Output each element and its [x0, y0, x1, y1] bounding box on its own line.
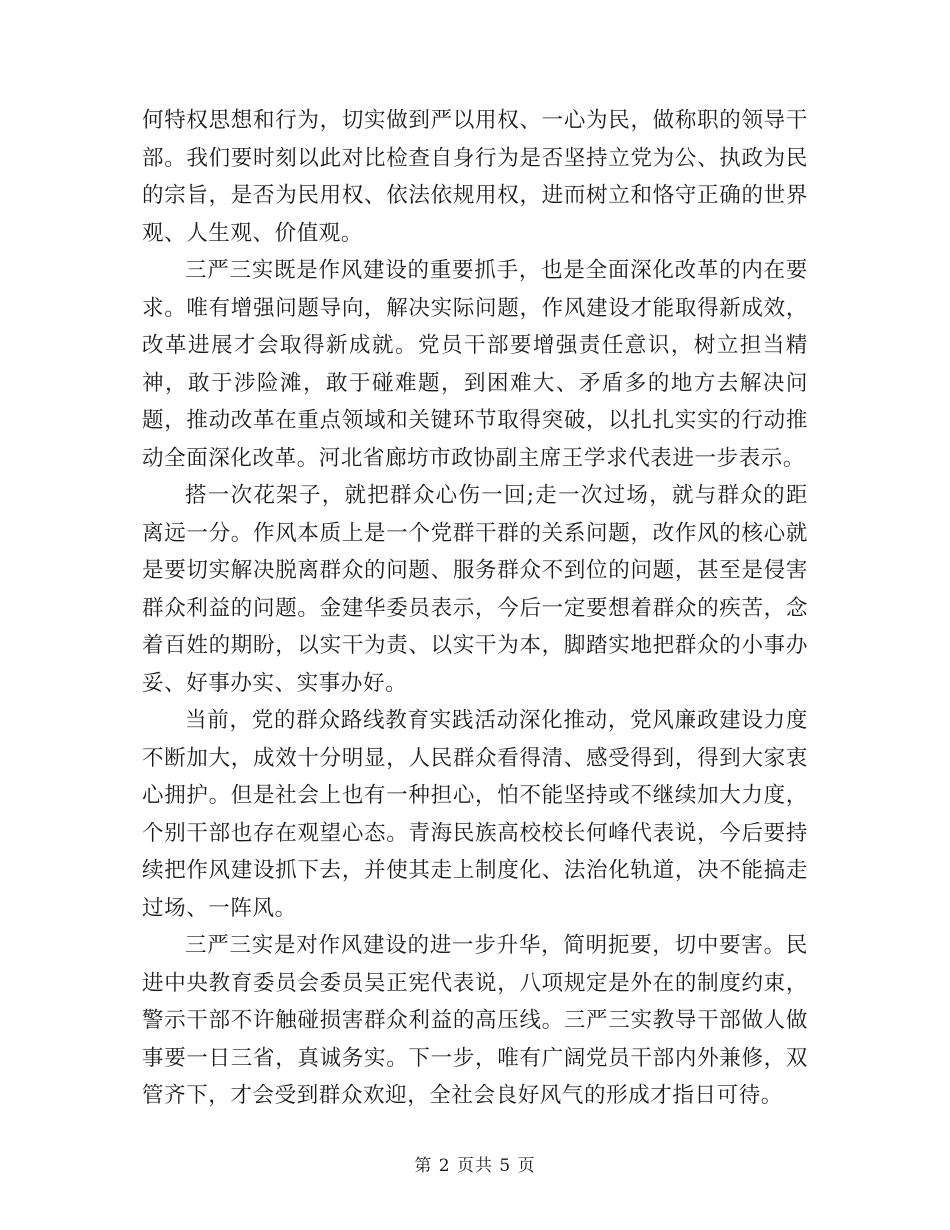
document-body: [142, 102, 808, 1115]
page-footer: [0, 1151, 950, 1176]
paragraph-3: 搭一次花架子，就把群众心伤一回;走一次过场，就与群众的距离远一分。作风本质上是一个党群干群的关系问题，改作风的核心就是要切实解决脱离群众的问题、服务群众不到位的问题，甚至是侵害群众利益的问题。金建华委员表示，今后一定要想着群众的疾苦，念着百姓的期盼，以实干为责、以实干为本，脚踏实地把群众的小事办妥、好事办实、实事办好。: [142, 483, 808, 696]
paragraph-4: 当前，党的群众路线教育实践活动深化推动，党风廉政建设力度不断加大，成效十分明显，人民群众看得清、感受得到，得到大家衷心拥护。但是社会上也有一种担心，怕不能坚持或不继续加大力度，个别干部也存在观望心态。青海民族高校校长何峰代表说，今后要持续把作风建设抓下去，并使其走上制度化、法治化轨道，决不能搞走过场、一阵风。: [142, 708, 808, 921]
page-number-label: 第 2 页共 5 页: [414, 1156, 536, 1176]
paragraph-1: 何特权思想和行为，切实做到严以用权、一心为民，做称职的领导干部。我们要时刻以此对比检查自身行为是否坚持立党为公、执政为民的宗旨，是否为民用权、依法依规用权，进而树立和恪守正确的世界观、人生观、价值观。: [142, 108, 808, 246]
paragraph-5: 三严三实是对作风建设的进一步升华，简明扼要，切中要害。民进中央教育委员会委员吴正宪代表说，八项规定是外在的制度约束，警示干部不许触碰损害群众利益的高压线。三严三实教导干部做人做事要一日三省，真诚务实。下一步，唯有广阔党员干部内外兼修，双管齐下，才会受到群众欢迎，全社会良好风气的形成才指日可待。: [142, 933, 808, 1108]
paragraph-2: 三严三实既是作风建设的重要抓手，也是全面深化改革的内在要求。唯有增强问题导向，解决实际问题，作风建设才能取得新成效，改革进展才会取得新成就。党员干部要增强责任意识，树立担当精神，敢于涉险滩，敢于碰难题，到困难大、矛盾多的地方去解决问题，推动改革在重点领域和关键环节取得突破，以扎扎实实的行动推动全面深化改革。河北省廊坊市政协副主席王学求代表进一步表示。: [142, 258, 808, 471]
